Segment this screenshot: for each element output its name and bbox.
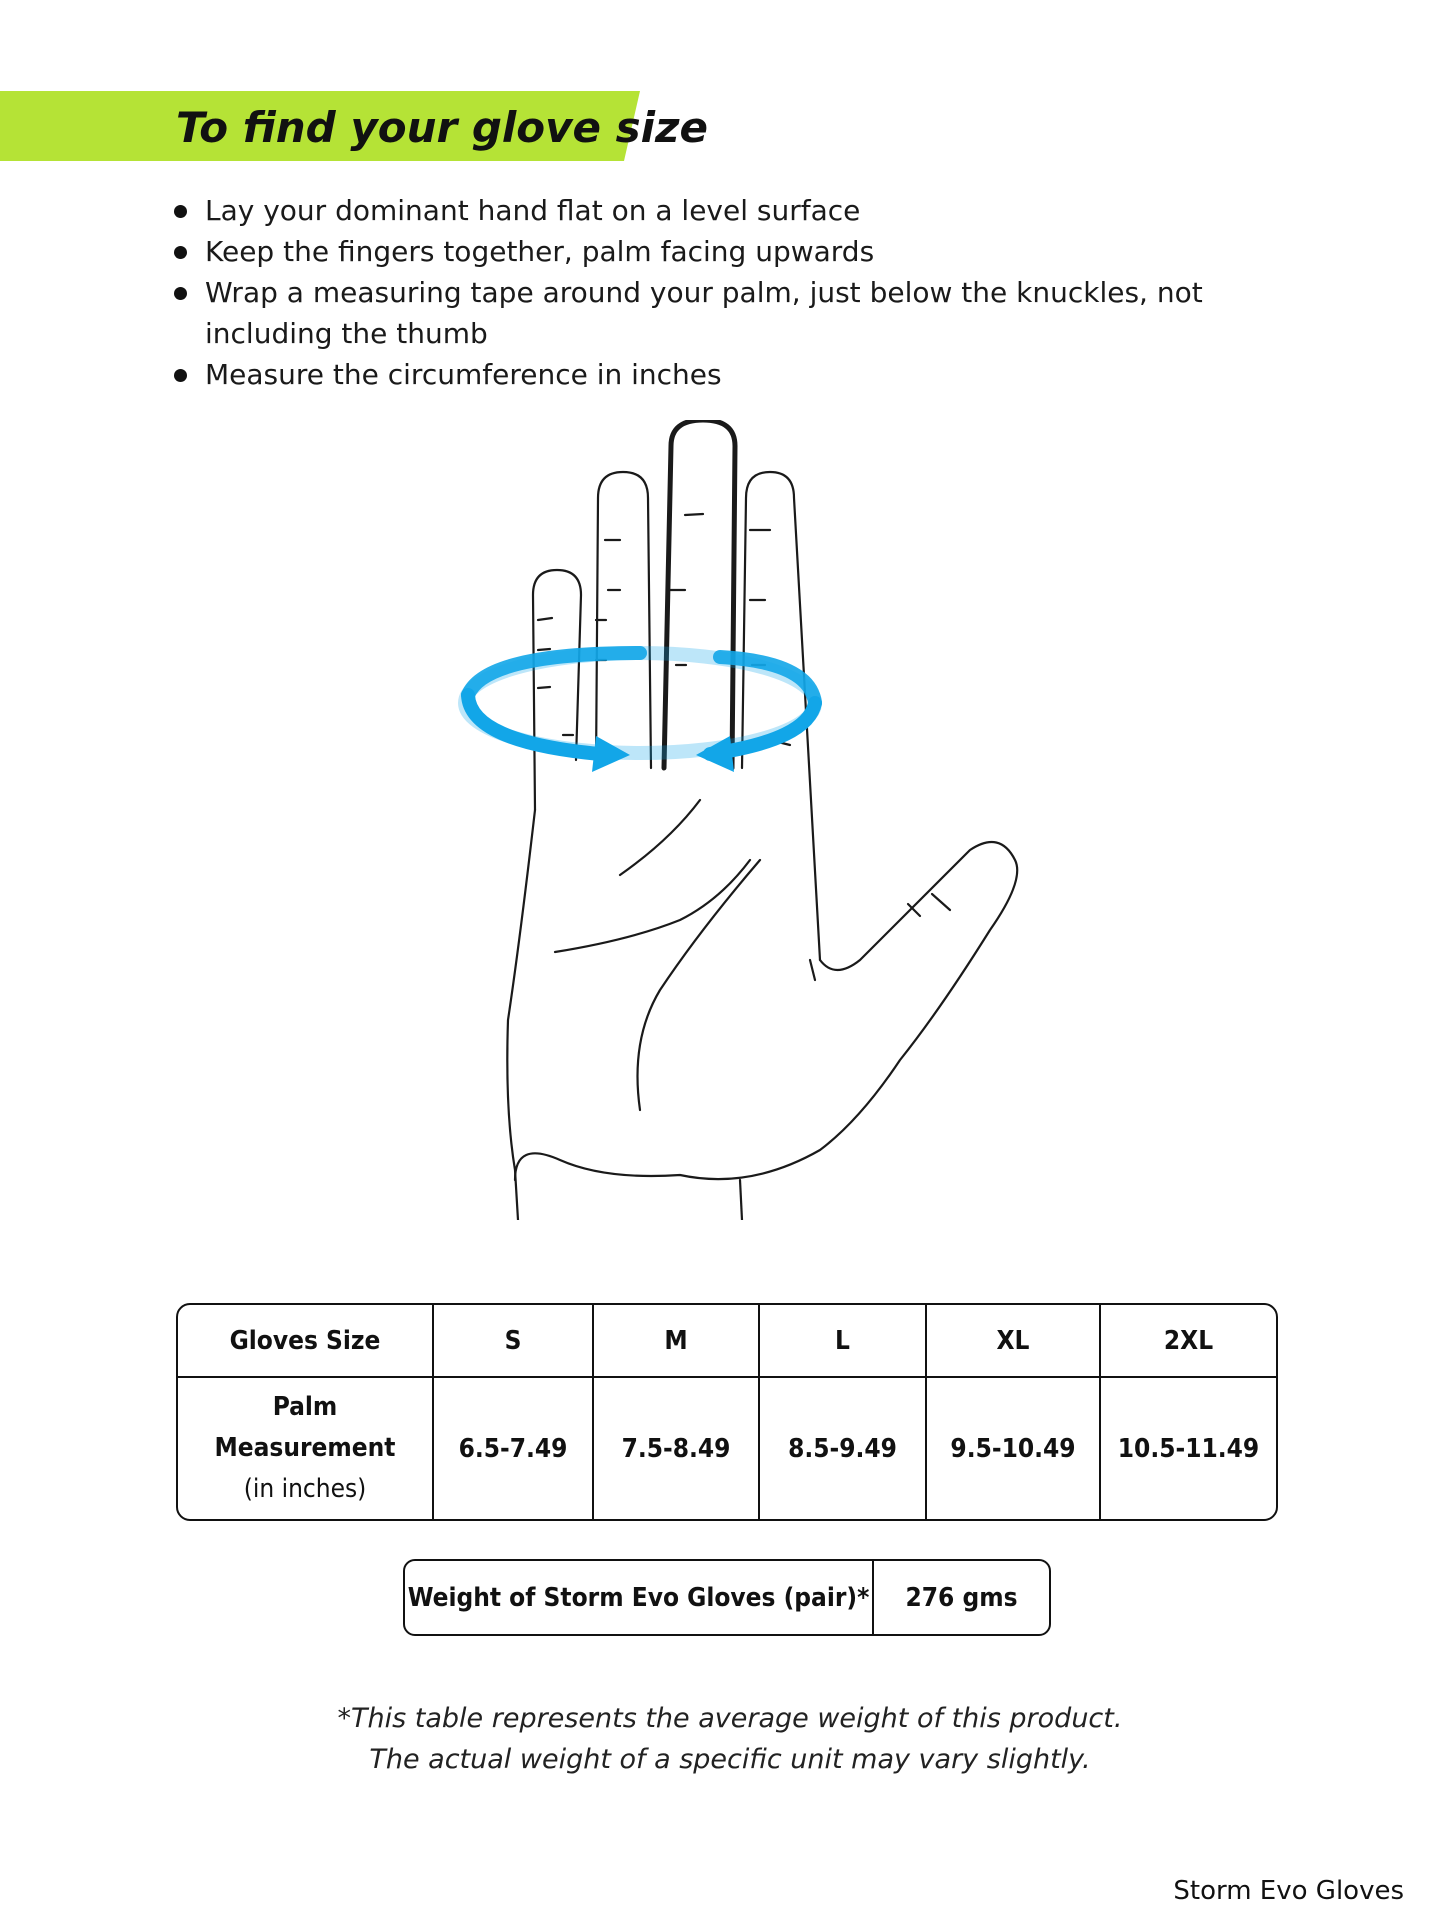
hand-measurement-illustration: [420, 420, 1060, 1220]
weight-disclaimer: [320, 1698, 1140, 1780]
page-title: To find your glove size: [176, 103, 708, 152]
instructions-list: [170, 190, 1320, 395]
arrow-right-icon: [592, 736, 630, 772]
note-line: The actual weight of a specific unit may vary slightly.: [369, 1744, 1091, 1775]
size-cell: M: [594, 1305, 760, 1378]
instruction-item: Keep the fingers together, palm facing upwards: [170, 231, 1320, 272]
size-chart-table: [176, 1303, 1278, 1521]
note-line: *This table represents the average weight of this product.: [337, 1703, 1123, 1734]
measurement-label: Measurement: [214, 1433, 396, 1463]
size-cell: 2XL: [1101, 1305, 1276, 1378]
measurement-cell: 6.5-7.49: [434, 1378, 594, 1519]
measuring-tape-icon: [465, 653, 815, 772]
instruction-item: Wrap a measuring tape around your palm, just below the knuckles, not including the thumb: [170, 272, 1320, 354]
measurement-cell: 10.5-11.49: [1117, 1433, 1260, 1464]
measurement-cell: 8.5-9.49: [760, 1378, 927, 1519]
size-cell: XL: [927, 1305, 1101, 1378]
unit-label: (in inches): [243, 1474, 367, 1504]
hand-outline: [507, 420, 1017, 1220]
palm-label: Palm: [272, 1392, 338, 1422]
size-cell: L: [760, 1305, 927, 1378]
instruction-item: Lay your dominant hand flat on a level surface: [170, 190, 1320, 231]
product-footer: Storm Evo Gloves: [1173, 1876, 1404, 1906]
measurement-cell: 9.5-10.49: [927, 1378, 1101, 1519]
size-cell: S: [434, 1305, 594, 1378]
instruction-item: Measure the circumference in inches: [170, 354, 1320, 395]
weight-value: 276 gms: [905, 1582, 1018, 1613]
size-row-header: Gloves Size: [178, 1305, 434, 1378]
weight-label: Weight of Storm Evo Gloves (pair)*: [405, 1561, 874, 1634]
weight-table: [403, 1559, 1051, 1636]
palm-row-header: [178, 1378, 434, 1519]
measurement-cell: 7.5-8.49: [594, 1378, 760, 1519]
